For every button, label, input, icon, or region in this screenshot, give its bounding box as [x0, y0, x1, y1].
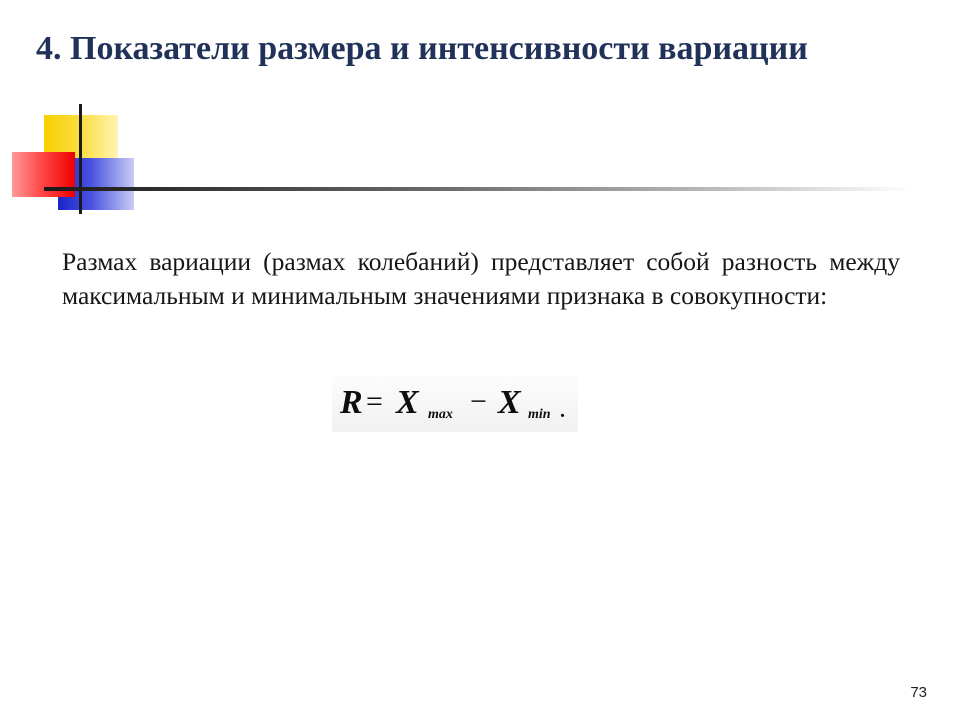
formula-minus: − [470, 385, 487, 418]
yellow-square-decoration [44, 115, 118, 185]
formula-dot: . [560, 400, 565, 422]
formula-x-min: X [498, 384, 521, 421]
blue-square-decoration [58, 158, 134, 210]
formula-sub-max: max [428, 407, 453, 422]
red-square-decoration [12, 152, 75, 197]
slide-title: 4. Показатели размера и интенсивности вариации [36, 30, 808, 67]
formula-lhs: R [340, 384, 363, 421]
formula-x-max: X [396, 384, 419, 421]
horizontal-rule [44, 187, 914, 191]
formula-equals: = [366, 385, 383, 418]
range-formula [332, 376, 578, 432]
definition-text: Размах вариации (размах колебаний) представляет собой разность между максимальным и минимальным значениями признака в совокупности: [62, 247, 900, 310]
page-number: 73 [910, 684, 927, 701]
vertical-rule [79, 104, 82, 214]
formula-sub-min: min [528, 407, 551, 422]
